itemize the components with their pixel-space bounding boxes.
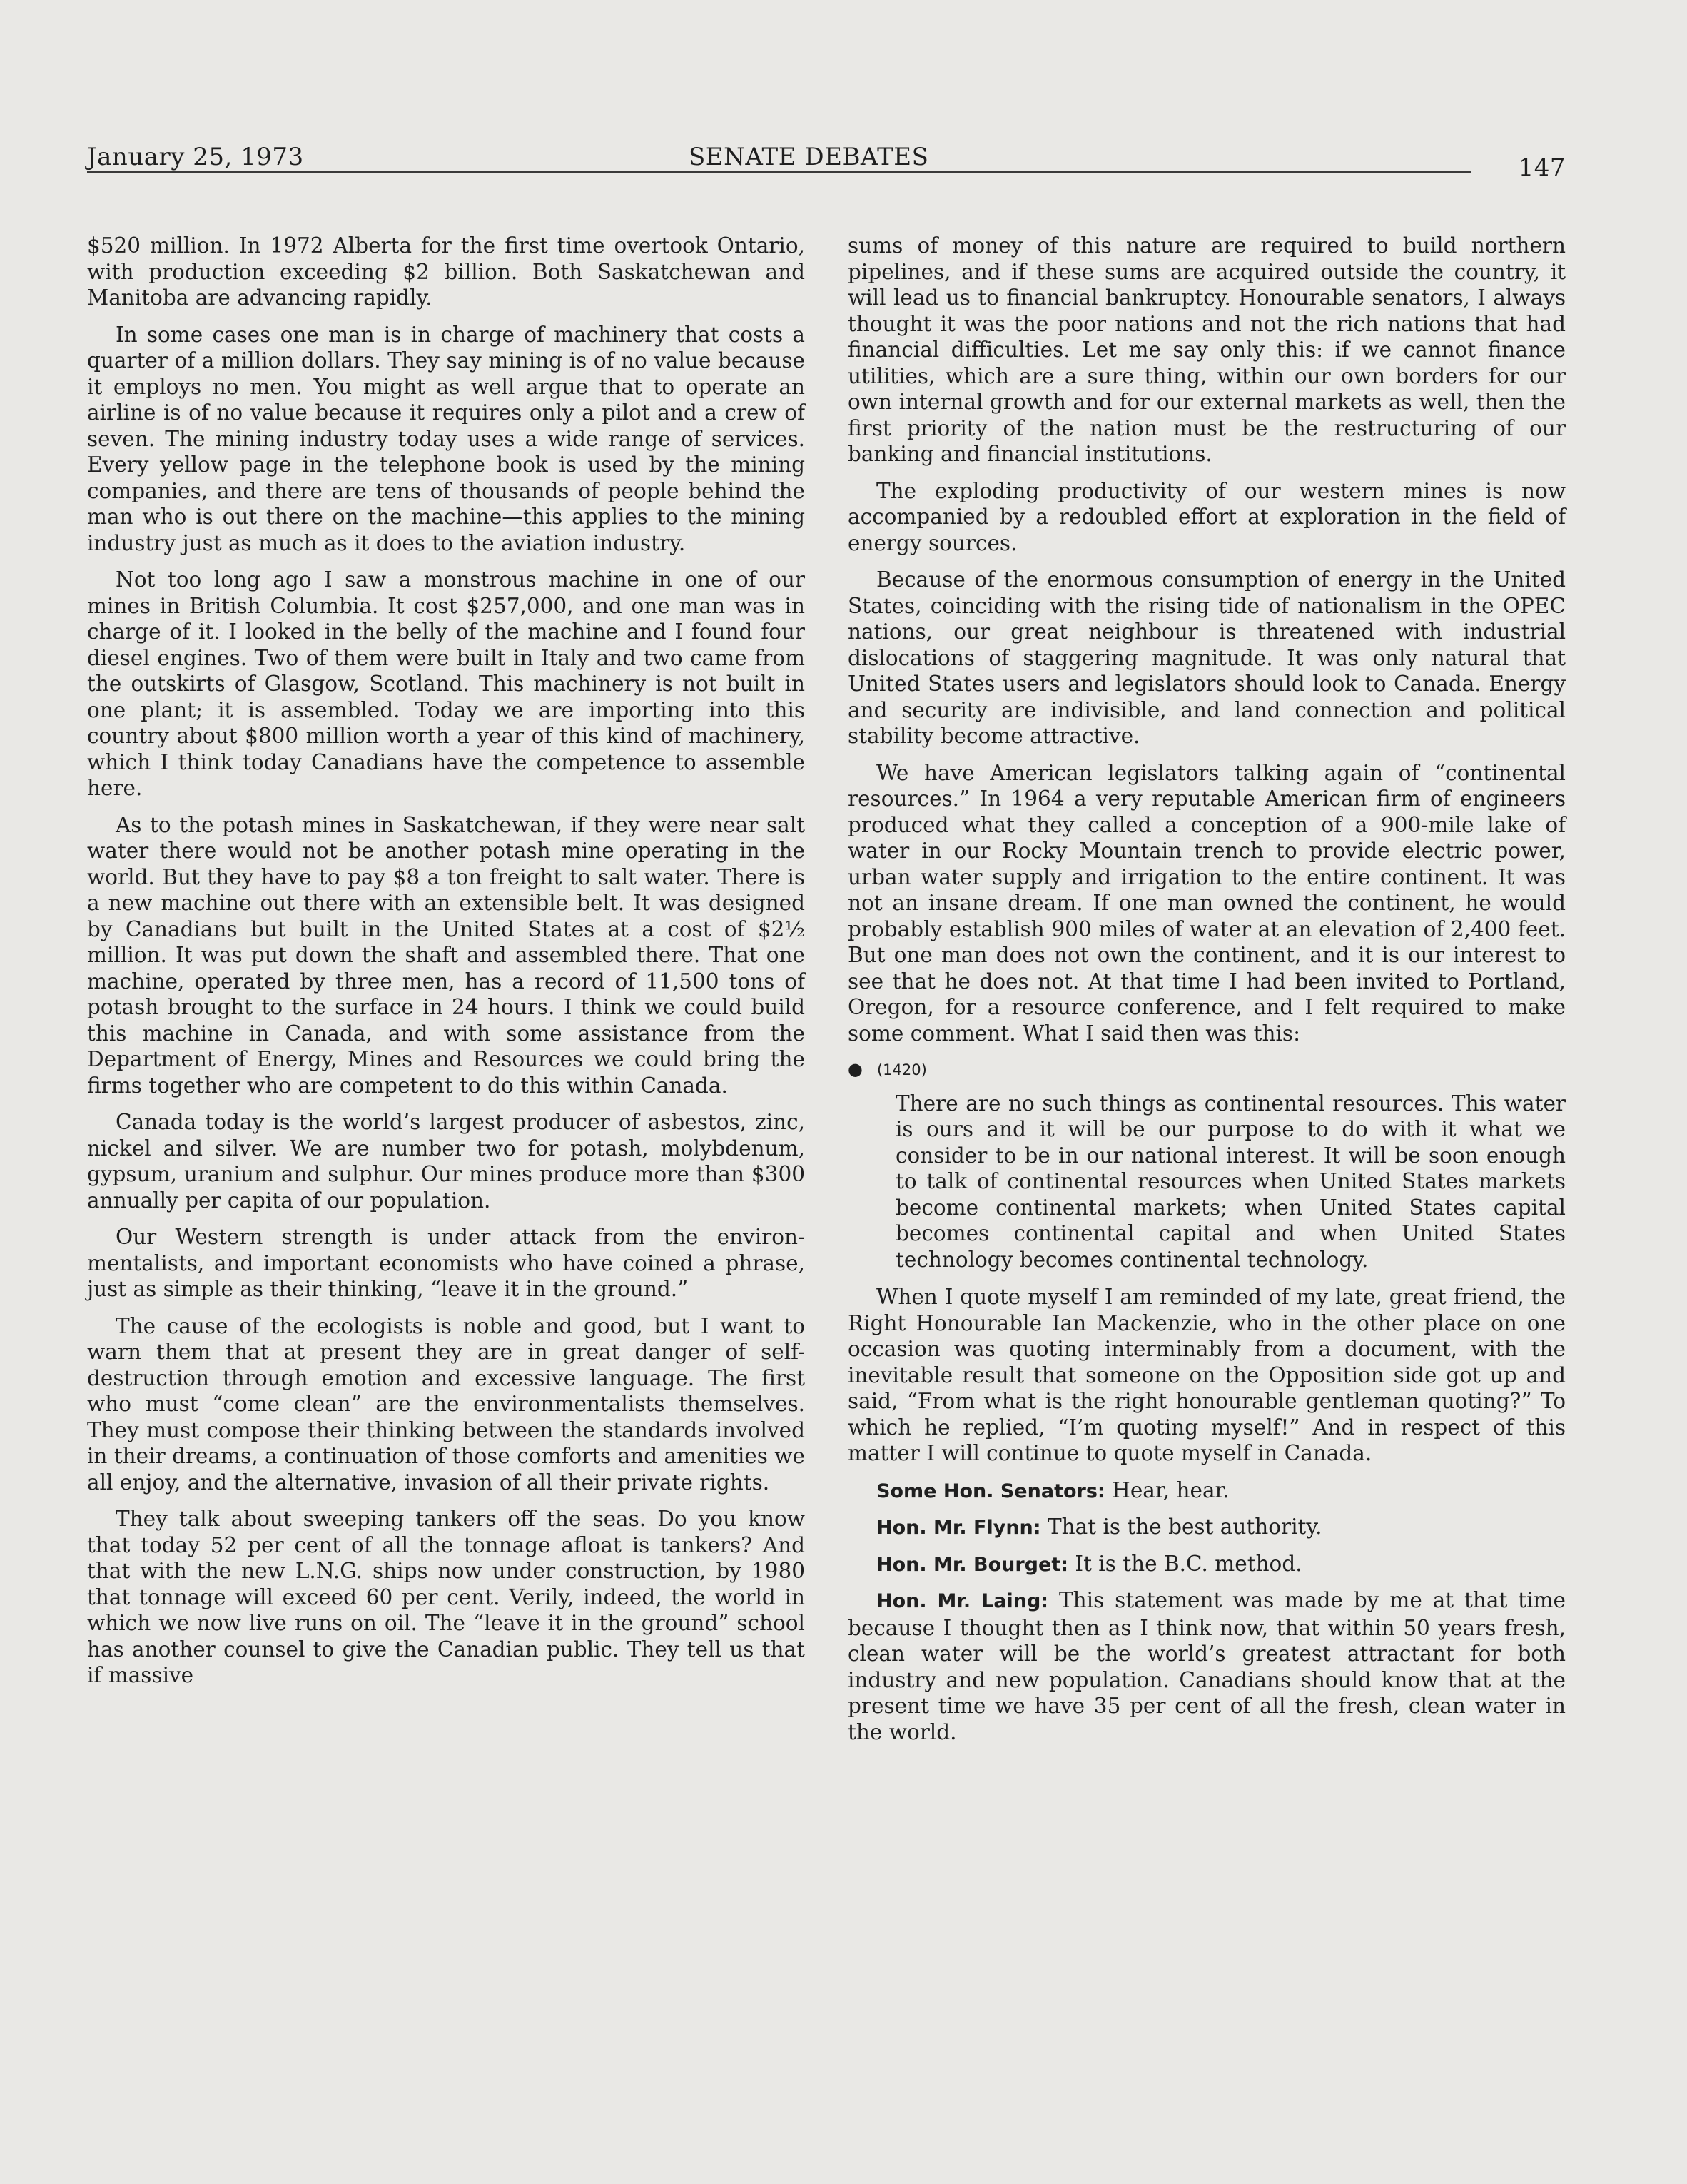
page-header — [87, 143, 1566, 182]
time-marker-text: (1420) — [876, 1061, 927, 1078]
speech-text: It is the B.C. method. — [1075, 1551, 1302, 1576]
header-title: SENATE DEBATES — [689, 143, 929, 171]
paragraph: $520 million. In 1972 Alberta for the first time overtook Ontario, with production exceeding $2 billion. Both Saskatchewan and Manitoba are advancing rapidly. — [87, 233, 805, 310]
paragraph: The cause of the ecologists is noble and good, but I want to warn them that at present they are in great danger of self-destruction through emotion and excessive language. The first who must “come clean” are the environmentalists themselves. They must compose their thinking between the standards involved in their dreams, a continuation of those comforts and amenities we all enjoy, and the alternative, invasion of all their private rights. — [87, 1313, 805, 1495]
interjection — [848, 1551, 1566, 1579]
header-date: January 25, 1973 — [87, 143, 304, 171]
speech-text: Hear, hear. — [1112, 1477, 1230, 1502]
speaker-name: Hon. Mr. Flynn: — [876, 1517, 1041, 1539]
paragraph: Canada today is the world’s largest producer of asbestos, zinc, nickel and silver. We are number two for potash, molybdenum, gypsum, uranium and sulphur. Our mines produce more than $300 annually per capita of our population. — [87, 1110, 805, 1213]
paragraph: They talk about sweeping tankers off the seas. Do you know that today 52 per cent of all the tonnage afloat is tankers? And that with the new L.N.G. ships now under construction, by 1980 that tonnage will exceed 60 per cent. Verily, indeed, the world in which we now live runs on oil. The “leave it in the ground” school has another counsel to give the Canadian public. They tell us that if massive — [87, 1507, 805, 1687]
interjection — [848, 1477, 1566, 1505]
page-number: 147 — [1518, 153, 1566, 182]
paragraph: sums of money of this nature are required to build northern pipelines, and if these sums are acquired outside the country, it will lead us to financial bankruptcy. Honourable senators, I always thought it was the poor nations and not the rich nations that had financial difficulties. Let me say only this: if we cannot finance utilities, which are a sure thing, within our own borders for our own internal growth and for our external markets as well, then the first priority of the nation must be the restructuring of our banking and financial institutions. — [848, 233, 1566, 466]
paragraph: In some cases one man is in charge of machinery that costs a quarter of a million dollars. They say mining is of no value because it employs no men. You might as well argue that to operate an airline is of no value because it requires only a pilot and a crew of seven. The mining industry today uses a wide range of services. Every yellow page in the telephone book is used by the mining companies, and there are tens of thousands of people behind the man who is out there on the machine—this applies to the mining industry just as much as it does to the aviation industry. — [87, 322, 805, 555]
interjection — [848, 1587, 1566, 1745]
speaker-name: Hon. Mr. Laing: — [876, 1590, 1049, 1612]
speaker-name: Hon. Mr. Bourget: — [876, 1553, 1069, 1576]
right-column — [848, 233, 1566, 1754]
speaker-name: Some Hon. Senators: — [876, 1480, 1105, 1502]
header-rule — [87, 171, 1471, 173]
block-quote: There are no such things as continental resources. This water is ours and it will be our purpose to do with it what we consider to be in our national interest. It will be soon enough to talk of continental resources when United States markets become continental markets; when United States capital becomes continental capital and when United States technology becomes continental technology. — [896, 1091, 1566, 1272]
paragraph: As to the potash mines in Saskatchewan, if they were near salt water there would not be another potash mine operating in the world. But they have to pay $8 a ton freight to salt water. There is a new machine out there with an extensible belt. It was designed by Canadians but built in the United States at a cost of $2½ million. It was put down the shaft and assembled there. That one machine, operated by three men, has a record of 11,500 tons of potash brought to the surface in 24 hours. I think we could build this machine in Canada, and with some assistance from the Department of Energy, Mines and Resources we could bring the firms together who are competent to do this within Canada. — [87, 812, 805, 1098]
paragraph: Our Western strength is under attack from the environmentalists, and important economists who have coined a phrase, just as simple as their thinking, “leave it in the ground.” — [87, 1225, 805, 1301]
interjection — [848, 1514, 1566, 1542]
paragraph: When I quote myself I am reminded of my late, great friend, the Right Honourable Ian Mackenzie, who in the other place on one occasion was quoting interminably from a document, with the inevitable result that someone on the Opposition side got up and said, “From what is the right honourable gentleman quoting?” To which he replied, “I’m quoting myself!” And in respect of this matter I will continue to quote myself in Canada. — [848, 1285, 1566, 1465]
paragraph: The exploding productivity of our western mines is now accompanied by a redoubled effort at exploration in the field of energy sources. — [848, 478, 1566, 555]
speech-text: This statement was made by me at that time because I thought then as I think now, that within 50 years fresh, clean water will be the world’s greatest attractant for both industry and new population. Canadians should know that at the present time we have 35 per cent of all the fresh, clean water in the world. — [848, 1588, 1566, 1744]
paragraph: Not too long ago I saw a monstrous machine in one of our mines in British Columbia. It cost $257,000, and one man was in charge of it. I looked in the belly of the machine and I found four diesel engines. Two of them were built in Italy and two came from the outskirts of Glasgow, Scotland. This machinery is not built in one plant; it is assembled. Today we are importing into this country about $800 million worth a year of this kind of machinery, which I think today Canadians have the competence to assemble here. — [87, 567, 805, 800]
left-column — [87, 233, 805, 1699]
bullet-icon: ● — [848, 1059, 863, 1079]
speech-text: That is the best authority. — [1047, 1515, 1322, 1539]
paragraph: Because of the enormous consumption of energy in the United States, coinciding with the rising tide of nationalism in the OPEC nations, our great neighbour is threatened with industrial dislocations of staggering magnitude. It was only natural that United States users and legislators should look to Canada. Energy and security are indivisible, and land connection and political stability become attractive. — [848, 567, 1566, 748]
paragraph: We have American legislators talking again of “continental resources.” In 1964 a very reputable American firm of engineers produced what they called a conception of a 900-mile lake of water in our Rocky Mountain trench to provide electric power, urban water supply and irrigation to the entire continent. It was not an insane dream. If one man owned the continent, he would probably establish 900 miles of water at an elevation of 2,400 feet. But one man does not own the continent, and it is our interest to see that he does not. At that time I had been invited to Portland, Oregon, for a resource conference, and I felt required to make some comment. What I said then was this: — [848, 760, 1566, 1046]
time-marker — [848, 1056, 1566, 1083]
